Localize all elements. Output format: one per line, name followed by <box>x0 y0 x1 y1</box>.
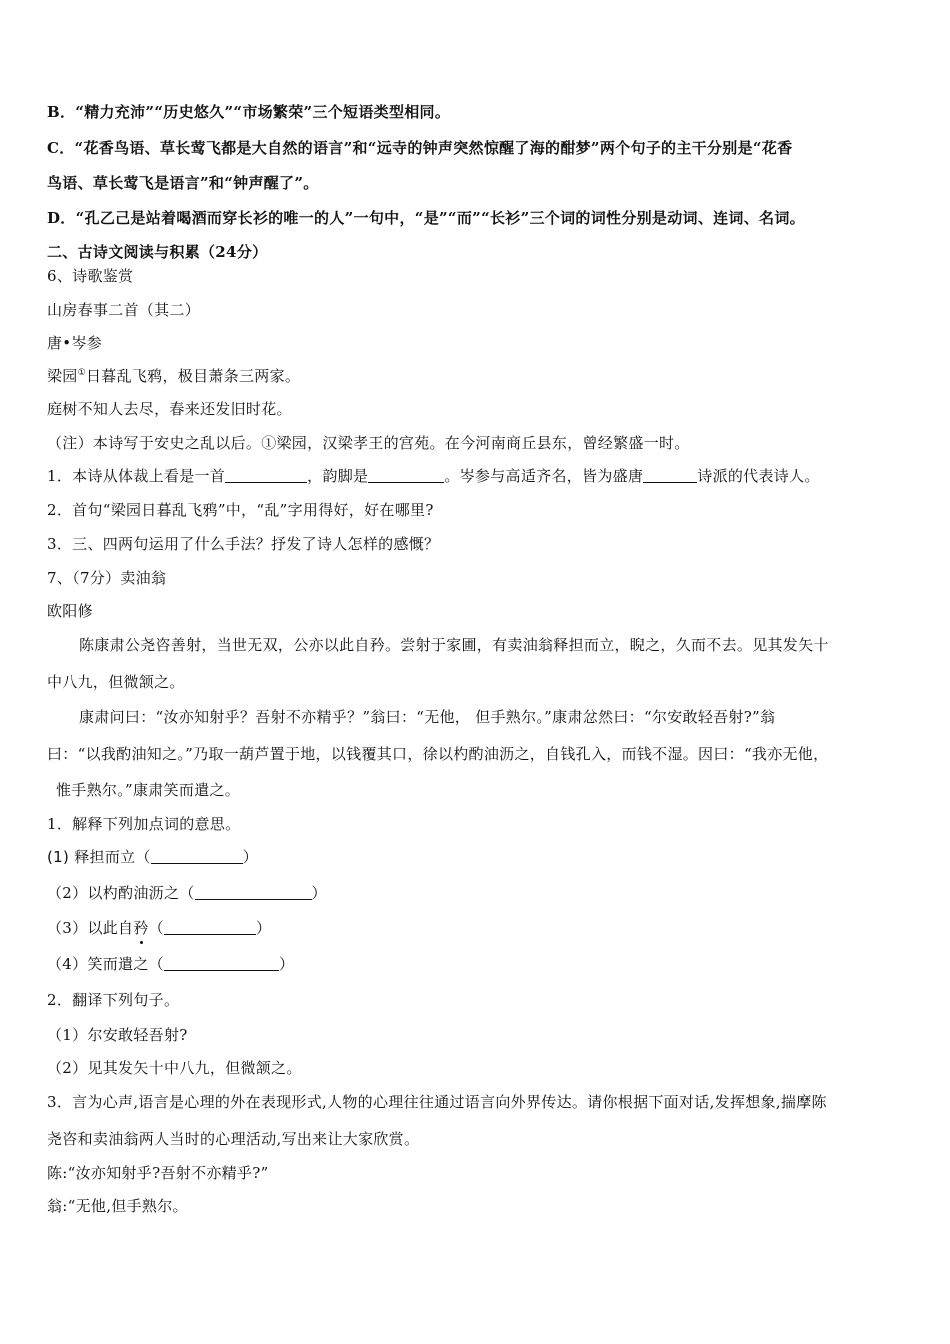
question-7-3-line-2: 尧咨和卖油翁两人当时的心理活动,写出来让大家欣赏。 <box>47 1130 420 1148</box>
dialogue-chen: 陈:“汝亦知射乎?吾射不亦精乎?” <box>47 1164 269 1182</box>
poem-title: 山房春事二首（其二） <box>47 301 201 319</box>
passage-para-2-line-2: 曰：“以我酌油知之。”乃取一葫芦置于地，以钱覆其口，徐以杓酌油沥之，自钱孔入，而钱不湿。因曰：“我亦无他， <box>47 745 829 763</box>
close-paren: ） <box>278 955 295 973</box>
question-6-1 <box>47 466 920 486</box>
question-7-1-2 <box>47 883 920 903</box>
poem-author: 唐•岑参 <box>47 334 103 352</box>
answer-blank[interactable] <box>643 466 697 483</box>
answer-blank[interactable] <box>164 954 279 971</box>
question-6-2: 2．首句“梁园日暮乱飞鸦”中，“乱”字用得好，好在哪里? <box>47 501 434 519</box>
question-7-1-4 <box>47 954 920 974</box>
item-text: （4）笑而遣之（ <box>47 955 164 973</box>
answer-blank[interactable] <box>368 466 444 483</box>
answer-blank[interactable] <box>195 883 312 900</box>
passage-para-1-line-1: 陈康肃公尧咨善射，当世无双，公亦以此自矜。尝射于家圃，有卖油翁释担而立，睨之，久而不去。见其发矢十 <box>79 636 829 654</box>
answer-blank[interactable] <box>164 918 256 935</box>
question-7-2: 2．翻译下列句子。 <box>47 991 180 1009</box>
question-7-title: 7、（7分）卖油翁 <box>47 569 167 587</box>
option-c-line1: C．“花香鸟语、草长莺飞都是大自然的语言”和“远寺的钟声突然惊醒了海的酣梦”两个句子的主干分别是“花香 <box>47 139 793 157</box>
question-7-2-2: （2）见其发矢十中八九，但微颔之。 <box>47 1059 302 1077</box>
q6-1-text-a: 1．本诗从体裁上看是一首 <box>47 467 226 485</box>
question-7-author: 欧阳修 <box>47 602 93 620</box>
q6-1-text-b: ，韵脚是 <box>307 467 369 485</box>
question-7-1-1 <box>47 847 920 867</box>
option-d: D．“孔乙己是站着喝酒而穿长衫的唯一的人”一句中，“是”“而”“长衫”三个词的词性分别是动词、连词、名词。 <box>47 209 805 227</box>
answer-blank[interactable] <box>151 847 243 864</box>
poem-line-2: 庭树不知人去尽，春来还发旧时花。 <box>47 400 292 418</box>
footnote-marker: ① <box>77 368 86 378</box>
q6-1-text-d: 诗派的代表诗人。 <box>697 467 820 485</box>
section-heading: 二、古诗文阅读与积累（24分） <box>47 243 268 261</box>
question-6-3: 3．三、四两句运用了什么手法？抒发了诗人怎样的感慨？ <box>47 535 440 553</box>
q6-1-text-c: 。岑参与高适齐名，皆为盛唐 <box>444 467 644 485</box>
question-7-1-3 <box>47 918 920 938</box>
poem-note: （注）本诗写于安史之乱以后。①梁园，汉梁孝王的宫苑。在今河南商丘县东，曾经繁盛一时。 <box>47 434 690 452</box>
close-paren: ） <box>242 848 259 866</box>
poem-line-1 <box>47 366 920 386</box>
question-7-1: 1．解释下列加点词的意思。 <box>47 815 241 833</box>
question-7-3-line-1: 3．言为心声,语言是心理的外在表现形式,人物的心理往往通过语言向外界传达。请你根据下面对话,发挥想象,揣摩陈 <box>47 1093 827 1111</box>
item-text: 释担而立（ <box>74 848 151 866</box>
dotted-word: 矜 <box>133 919 149 937</box>
close-paren: ） <box>255 919 272 937</box>
item-text: （3）以此自 <box>47 919 134 937</box>
option-b: B．“精力充沛”“历史悠久”“市场繁荣”三个短语类型相同。 <box>47 103 451 121</box>
item-text: （2）以杓酌油沥之（ <box>47 884 195 902</box>
item-number: (1) <box>47 848 70 866</box>
passage-para-1-line-2: 中八九，但微颔之。 <box>47 673 185 691</box>
question-7-2-1: （1）尔安敢轻吾射? <box>47 1026 188 1044</box>
poem-line-1-end: 日暮乱飞鸦，极目萧条三两家。 <box>85 367 301 385</box>
poem-line-1-start: 梁园 <box>47 367 78 385</box>
answer-blank[interactable] <box>225 466 307 483</box>
item-text-paren: （ <box>148 919 164 937</box>
passage-para-2-line-1: 康肃问曰：“汝亦知射乎？吾射不亦精乎？”翁曰：“无他， 但手熟尔。”康肃忿然曰：“尔安敢轻吾射?”翁 <box>79 708 776 726</box>
option-c-line2: 鸟语、草长莺飞是语言”和“钟声醒了”。 <box>47 174 319 192</box>
dialogue-weng: 翁:“无他,但手熟尔。 <box>47 1197 188 1215</box>
passage-para-2-line-3: 惟手熟尔。”康肃笑而遣之。 <box>56 781 241 799</box>
close-paren: ） <box>311 884 327 902</box>
question-6-title: 6、诗歌鉴赏 <box>47 267 134 285</box>
